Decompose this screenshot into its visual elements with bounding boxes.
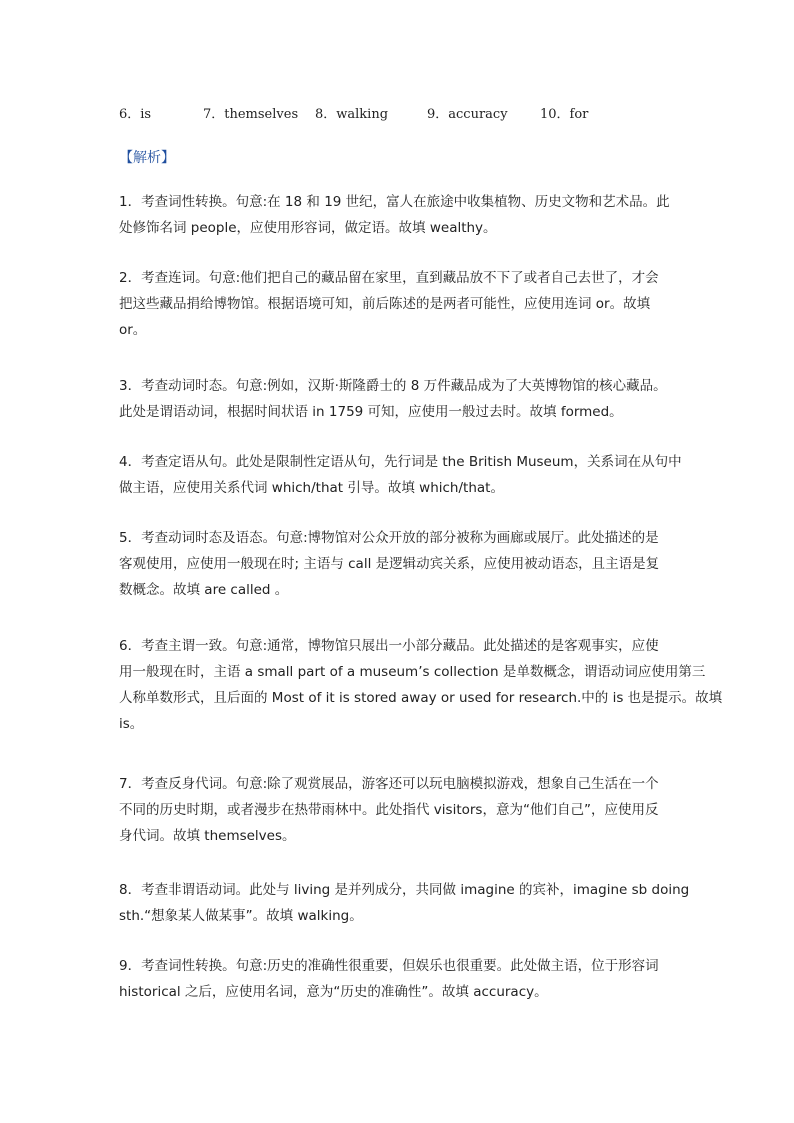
explanation-line: or。 bbox=[119, 322, 147, 338]
explanation-line: 5．考查动词时态及语态。句意:博物馆对公众开放的部分被称为画廊或展厅。此处描述的是 bbox=[119, 530, 659, 546]
explanation-line: 8．考查非谓语动词。此处与 living 是并列成分，共同做 imagine 的宾补，imagine sb doing bbox=[119, 882, 690, 898]
answer-8: 8．walking bbox=[315, 107, 389, 122]
explanation-line: 客观使用，应使用一般现在时; 主语与 call 是逻辑动宾关系，应使用被动语态，且主语是复 bbox=[119, 556, 660, 572]
answer-10: 10．for bbox=[540, 107, 589, 122]
explanation-8 bbox=[119, 877, 690, 929]
explanation-line: 处修饰名词 people，应使用形容词，做定语。故填 wealthy。 bbox=[119, 220, 497, 236]
explanation-line: sth.“想象某人做某事”。故填 walking。 bbox=[119, 908, 363, 924]
explanation-line: 7．考查反身代词。句意:除了观赏展品，游客还可以玩电脑模拟游戏，想象自己生活在一个 bbox=[119, 776, 659, 792]
explanation-9 bbox=[119, 953, 679, 1005]
explanation-3 bbox=[119, 373, 679, 425]
explanation-line: 此处是谓语动词，根据时间状语 in 1759 可知，应使用一般过去时。故填 formed。 bbox=[119, 404, 623, 420]
explanation-2 bbox=[119, 265, 679, 343]
explanation-1 bbox=[119, 189, 679, 241]
analysis-heading: 【解析】 bbox=[119, 150, 175, 166]
explanation-4 bbox=[119, 449, 682, 501]
explanation-7 bbox=[119, 771, 679, 849]
explanation-line: 2．考查连词。句意:他们把自己的藏品留在家里，直到藏品放不下了或者自己去世了，才会 bbox=[119, 270, 659, 286]
answer-7: 7．themselves bbox=[203, 107, 299, 122]
explanation-line: 不同的历史时期，或者漫步在热带雨林中。此处指代 visitors，意为“他们自己”，应使用反 bbox=[119, 802, 659, 818]
explanation-line: 把这些藏品捐给博物馆。根据语境可知，前后陈述的是两者可能性，应使用连词 or。故填 bbox=[119, 296, 651, 312]
explanation-line: is。 bbox=[119, 716, 144, 732]
explanation-line: historical 之后，应使用名词，意为“历史的准确性”。故填 accuracy。 bbox=[119, 984, 548, 1000]
explanation-line: 数概念。故填 are called 。 bbox=[119, 582, 289, 598]
explanation-line: 做主语，应使用关系代词 which/that 引导。故填 which/that。 bbox=[119, 480, 504, 496]
explanation-line: 身代词。故填 themselves。 bbox=[119, 828, 296, 844]
explanation-line: 9．考查词性转换。句意:历史的准确性很重要，但娱乐也很重要。此处做主语，位于形容词 bbox=[119, 958, 659, 974]
explanation-line: 人称单数形式，且后面的 Most of it is stored away or used for research.中的 is 也是提示。故填 bbox=[119, 690, 723, 706]
explanation-5 bbox=[119, 525, 679, 603]
answer-6: 6．is bbox=[119, 107, 152, 122]
explanation-line: 3．考查动词时态。句意:例如，汉斯·斯隆爵士的 8 万件藏品成为了大英博物馆的核心藏品。 bbox=[119, 378, 667, 394]
explanation-line: 用一般现在时，主语 a small part of a museum’s collection 是单数概念，谓语动词应使用第三 bbox=[119, 664, 706, 680]
answer-9: 9．accuracy bbox=[427, 107, 508, 122]
explanation-line: 1．考查词性转换。句意:在 18 和 19 世纪，富人在旅途中收集植物、历史文物和艺术品。此 bbox=[119, 194, 670, 210]
explanation-line: 4．考查定语从句。此处是限制性定语从句，先行词是 the British Museum，关系词在从句中 bbox=[119, 454, 682, 470]
explanation-6 bbox=[119, 633, 723, 737]
explanation-line: 6．考查主谓一致。句意:通常，博物馆只展出一小部分藏品。此处描述的是客观事实，应使 bbox=[119, 638, 659, 654]
